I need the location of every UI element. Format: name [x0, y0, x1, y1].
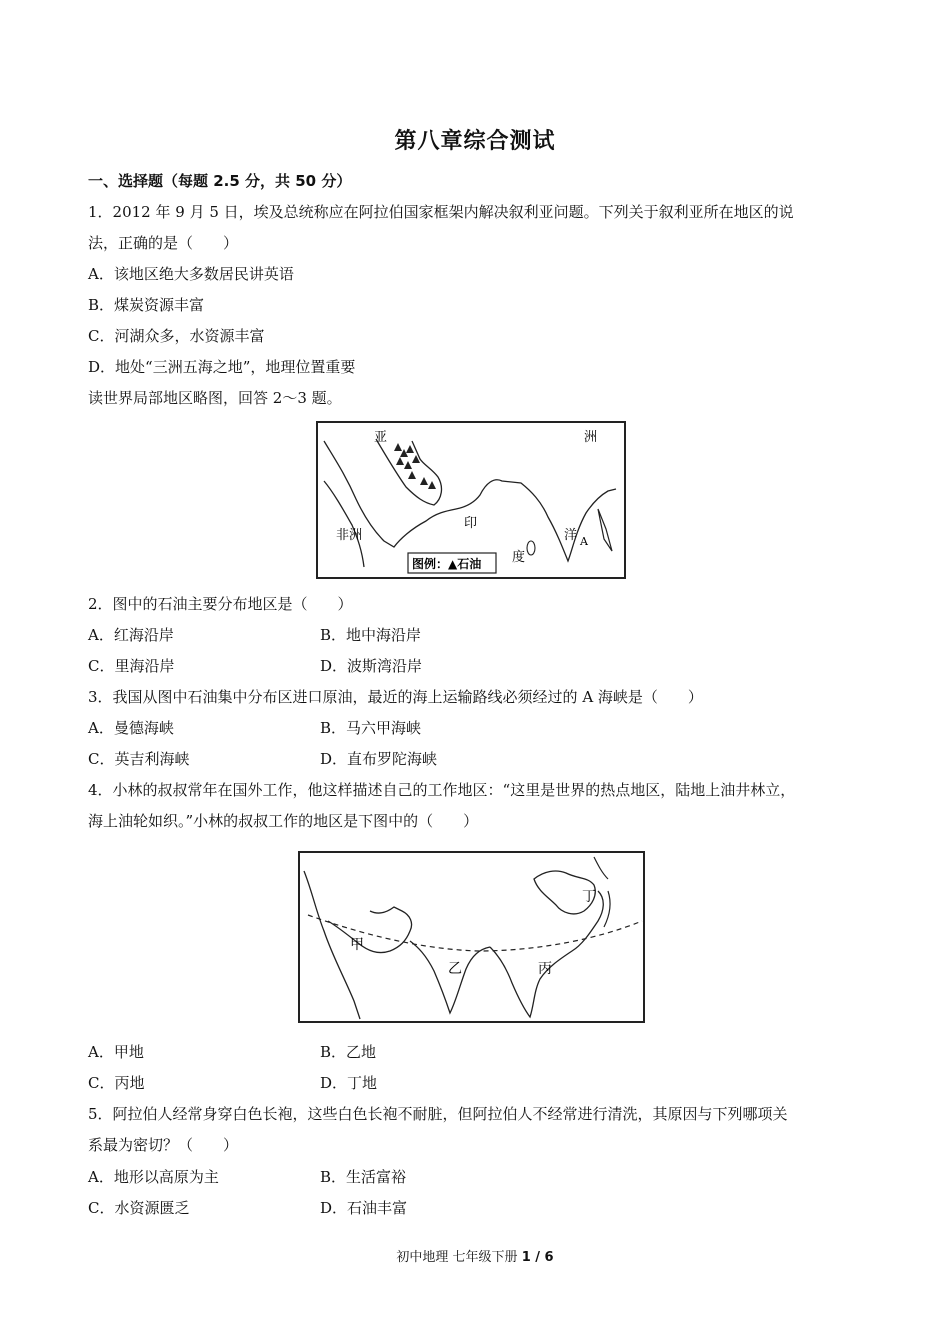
map1-legend: 图例：▲石油	[412, 557, 482, 571]
q2-option-c: C．里海沿岸	[88, 657, 175, 675]
q1-stem-line2: 法，正确的是（ ）	[88, 234, 239, 252]
map1-label-strait-a: A	[580, 535, 588, 548]
map2-label-ding: 丁	[582, 889, 596, 905]
q1-option-a: A．该地区绝大多数居民讲英语	[88, 265, 294, 283]
map2-label-jia: 甲	[350, 937, 364, 953]
map1-label-asia2: 洲	[584, 430, 598, 445]
q1-option-d: D．地处“三洲五海之地”，地理位置重要	[88, 358, 356, 376]
q4-option-c: C．丙地	[88, 1074, 145, 1092]
map1-label-africa: 非洲	[336, 528, 363, 543]
map2-label-yi: 乙	[448, 961, 462, 977]
q5-option-b: B．生活富裕	[320, 1168, 407, 1186]
q3-option-d: D．直布罗陀海峡	[320, 750, 438, 768]
q4-option-b: B．乙地	[320, 1043, 377, 1061]
q4-stem-line2: 海上油轮如织。”小林的叔叔工作的地区是下图中的（ ）	[88, 812, 479, 830]
q5-option-d: D．石油丰富	[320, 1199, 408, 1217]
page-title: 第八章综合测试	[394, 129, 556, 154]
middle-east-oil-map	[316, 421, 626, 579]
section-heading: 一、选择题（每题 2.5 分，共 50 分）	[88, 172, 352, 190]
q4-option-d: D．丁地	[320, 1074, 378, 1092]
footer-text: 初中地理 七年级下册	[396, 1250, 522, 1265]
q2-option-a: A．红海沿岸	[88, 626, 174, 644]
read-map-note: 读世界局部地区略图，回答 2～3 题。	[88, 389, 342, 407]
q1-option-c: C．河湖众多，水资源丰富	[88, 327, 265, 345]
asia-regions-map	[298, 851, 645, 1023]
q5-stem-line1: 5．阿拉伯人经常身穿白色长袍，这些白色长袍不耐脏，但阿拉伯人不经常进行清洗，其原因与下列哪项关	[88, 1105, 788, 1123]
map1-label-indian2: 度	[512, 550, 526, 565]
q5-option-c: C．水资源匮乏	[88, 1199, 190, 1217]
q1-option-b: B．煤炭资源丰富	[88, 296, 205, 314]
q1-stem-line1: 1．2012 年 9 月 5 日，埃及总统称应在阿拉伯国家框架内解决叙利亚问题。下列关于叙利亚所在地区的说	[88, 203, 794, 221]
q5-stem-line2: 系最为密切？（ ）	[88, 1136, 239, 1154]
map1-label-asia1: 亚	[374, 430, 388, 445]
q3-option-c: C．英吉利海峡	[88, 750, 190, 768]
q3-stem: 3．我国从图中石油集中分布区进口原油，最近的海上运输路线必须经过的 A 海峡是（ ）	[88, 688, 703, 706]
q2-option-b: B．地中海沿岸	[320, 626, 422, 644]
q4-option-a: A．甲地	[88, 1043, 144, 1061]
q4-stem-line1: 4．小林的叔叔常年在国外工作，他这样描述自己的工作地区：“这里是世界的热点地区，陆地上油井林立，	[88, 781, 796, 799]
page-number: 1 / 6	[521, 1250, 554, 1265]
map2-label-bing: 丙	[538, 961, 552, 977]
map1-label-indian1: 印	[464, 516, 478, 531]
page-footer	[0, 1246, 950, 1265]
q3-option-b: B．马六甲海峡	[320, 719, 422, 737]
q5-option-a: A．地形以高原为主	[88, 1168, 219, 1186]
q2-stem: 2．图中的石油主要分布地区是（ ）	[88, 595, 353, 613]
q2-option-d: D．波斯湾沿岸	[320, 657, 423, 675]
map1-label-indian3: 洋	[564, 528, 578, 543]
q3-option-a: A．曼德海峡	[88, 719, 174, 737]
